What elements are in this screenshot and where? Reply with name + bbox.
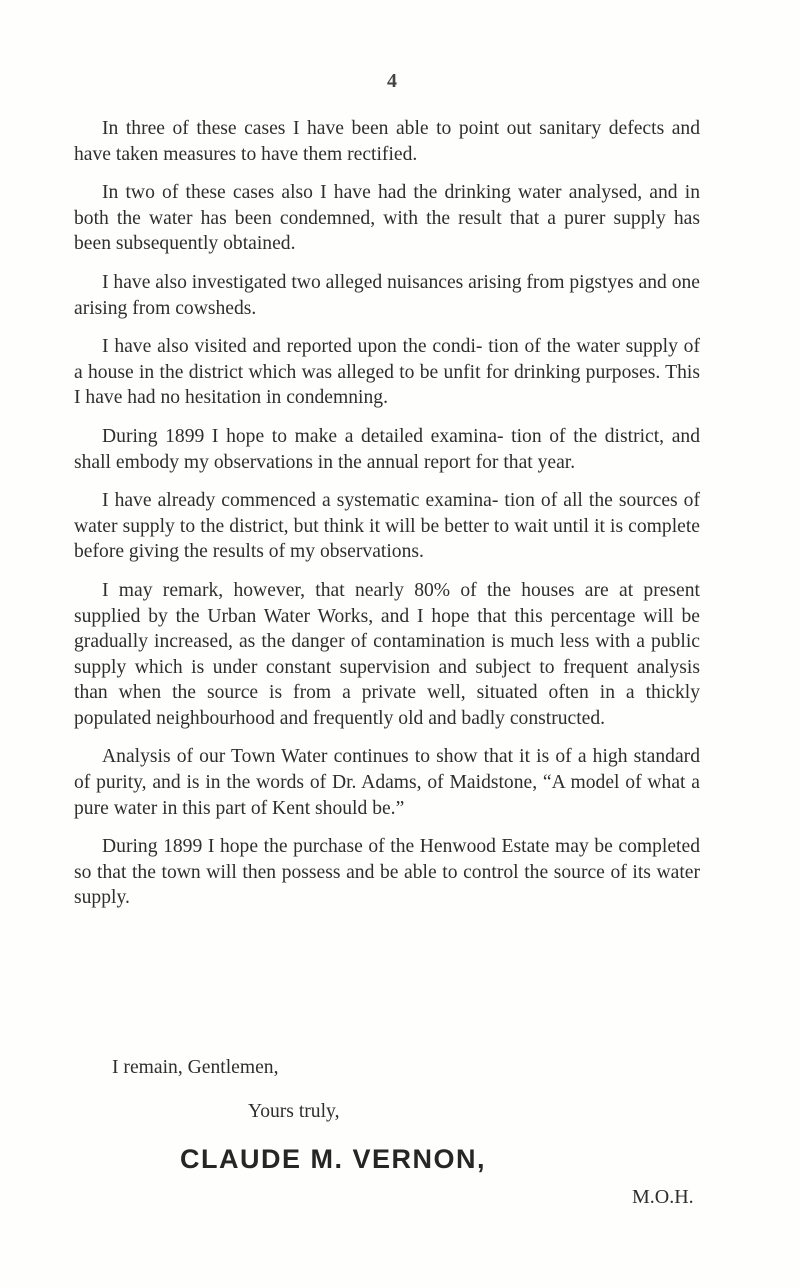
signature-title: M.O.H.: [632, 1186, 694, 1208]
paragraph: I have already commenced a systematic examina- tion of all the sources of water supply to the district, but think it will be better to wait until it is complete before giving the results of my observations.: [74, 490, 700, 563]
paragraph: In two of these cases also I have had the drinking water analysed, and in both the water has been condemned, with the result that a purer supply has been subsequently obtained.: [74, 182, 700, 255]
paragraph: I have also investigated two alleged nuisances arising from pigstyes and one arising from cowsheds.: [74, 271, 700, 319]
paragraph: In three of these cases I have been able to point out sanitary defects and have taken measures to have them rectified.: [74, 118, 700, 165]
letter-body: [74, 116, 700, 924]
paragraph: I may remark, however, that nearly 80% of the houses are at present supplied by the Urban Water Works, and I hope that this percentage will be gradually increased, as the danger of contamination is much less with a public supply which is under constant supervision and subject to frequent analysis than when the source is from a private well, situated often in a thickly populated neighbourhood and frequently old and badly constructed.: [74, 579, 700, 729]
paragraph: I have also visited and reported upon the condi- tion of the water supply of a house in the district which was alleged to be unfit for drinking purposes. This I have had no hesitation in condemning.: [74, 336, 700, 409]
paragraph: During 1899 I hope to make a detailed examina- tion of the district, and shall embody my observations in the annual report for that year.: [74, 425, 700, 473]
closing-salutation: I remain, Gentlemen,: [112, 1057, 279, 1078]
paragraph: Analysis of our Town Water continues to show that it is of a high standard of purity, and is in the words of Dr. Adams, of Maidstone, “A model of what a pure water in this part of Kent should be.”: [74, 746, 700, 819]
closing-yours: Yours truly,: [248, 1101, 340, 1122]
page-number: 4: [387, 70, 397, 92]
signature-name: CLAUDE M. VERNON,: [180, 1144, 487, 1174]
paragraph: During 1899 I hope the purchase of the Henwood Estate may be completed so that the town will then possess and be able to control the source of its water supply.: [74, 836, 700, 909]
